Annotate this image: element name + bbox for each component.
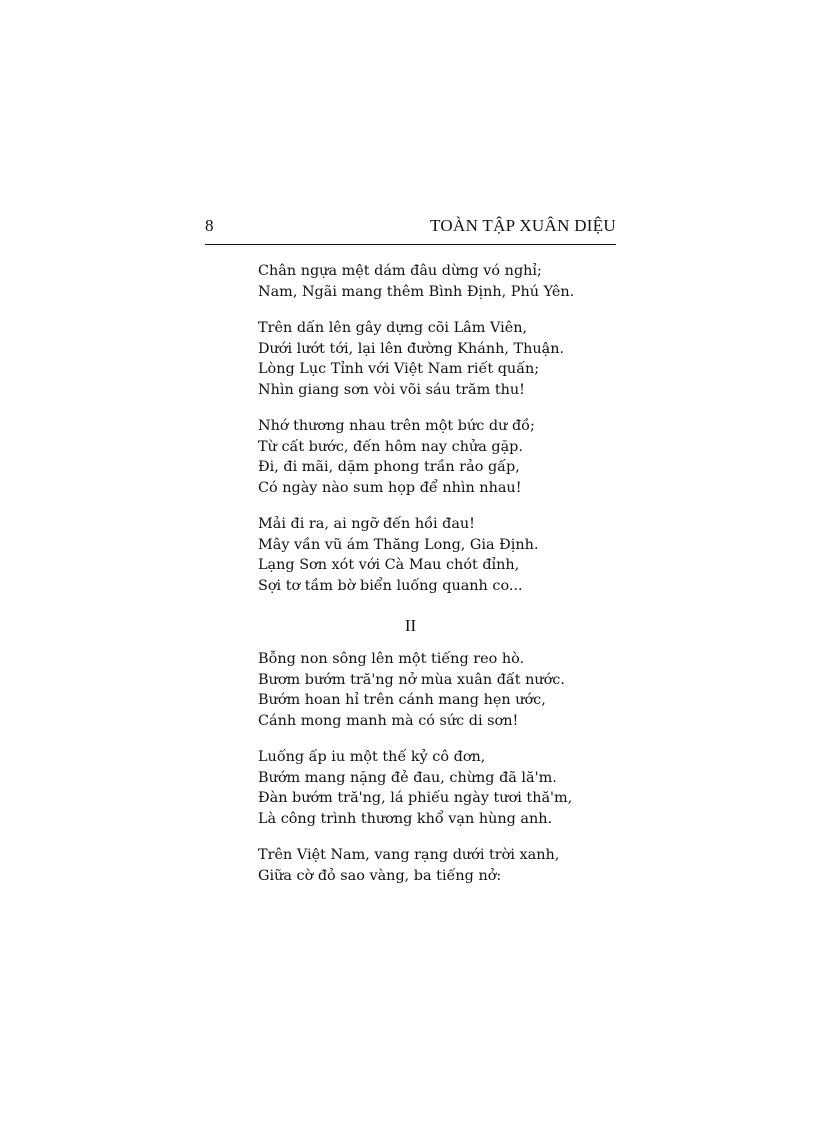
running-title: TOÀN TẬP XUÂN DIỆU xyxy=(430,216,616,235)
poem-line: Luống ấp iu một thế kỷ cô đơn, xyxy=(258,749,486,765)
poem-line: Chân ngựa mệt dám đâu dừng vó nghỉ; xyxy=(258,263,542,279)
poem-part-two xyxy=(258,649,618,886)
stanza xyxy=(258,318,618,400)
poem-line: Đi, đi mãi, dặm phong trần rảo gấp, xyxy=(258,459,520,475)
poem-part-one xyxy=(258,261,618,596)
poem-line: Mây vần vũ ám Thăng Long, Gia Định. xyxy=(258,536,539,553)
poem-line: Trên Việt Nam, vang rạng dưới trời xanh, xyxy=(258,847,560,863)
poem-line: Bỗng non sông lên một tiếng reo hò. xyxy=(258,651,525,667)
stanza xyxy=(258,261,618,302)
stanza xyxy=(258,747,618,829)
poem-line: Bướm hoan hỉ trên cánh mang hẹn ước, xyxy=(258,692,546,708)
poem-line: Cánh mong manh mà có sức di sơn! xyxy=(258,712,519,729)
poem-line: Là công trình thương khổ vạn hùng anh. xyxy=(258,810,553,827)
poem-line: Nhìn giang sơn vòi või sáu trăm thu! xyxy=(258,381,525,398)
stanza xyxy=(258,649,618,731)
page-header xyxy=(205,214,616,245)
poem-line: Đàn bướm tră'ng, lá phiếu ngày tươi thă'm, xyxy=(258,790,573,806)
stanza xyxy=(258,845,618,886)
section-numeral: II xyxy=(404,616,417,635)
poem-line: Bươm bướm tră'ng nở mùa xuân đất nước. xyxy=(258,671,565,688)
poem-line: Sợi tơ tầm bờ biển luống quanh co... xyxy=(258,577,523,594)
poem-line: Lạng Sơn xót với Cà Mau chót đỉnh, xyxy=(258,557,520,573)
poem-line: Dưới lướt tới, lại lên đường Khánh, Thuận. xyxy=(258,340,565,357)
poem-line: Mải đi ra, ai ngỡ đến hồi đau! xyxy=(258,516,475,532)
poem-line: Nhớ thương nhau trên một bức dư đồ; xyxy=(258,418,535,434)
poem-line: Nam, Ngãi mang thêm Bình Định, Phú Yên. xyxy=(258,283,575,300)
page-number: 8 xyxy=(205,216,214,235)
poem-line: Giữa cờ đỏ sao vàng, ba tiếng nở: xyxy=(258,867,502,884)
stanza xyxy=(258,416,618,498)
stanza xyxy=(258,514,618,596)
poem-line: Bướm mang nặng đẻ đau, chừng đã lă'm. xyxy=(258,769,557,786)
poem-line: Từ cất bước, đến hôm nay chửa gặp. xyxy=(258,438,523,455)
poem-line: Có ngày nào sum họp để nhìn nhau! xyxy=(258,479,522,496)
poem-line: Lòng Lục Tỉnh với Việt Nam riết quấn; xyxy=(258,361,540,377)
poem-line: Trên dấn lên gây dựng cõi Lâm Viên, xyxy=(258,320,528,336)
